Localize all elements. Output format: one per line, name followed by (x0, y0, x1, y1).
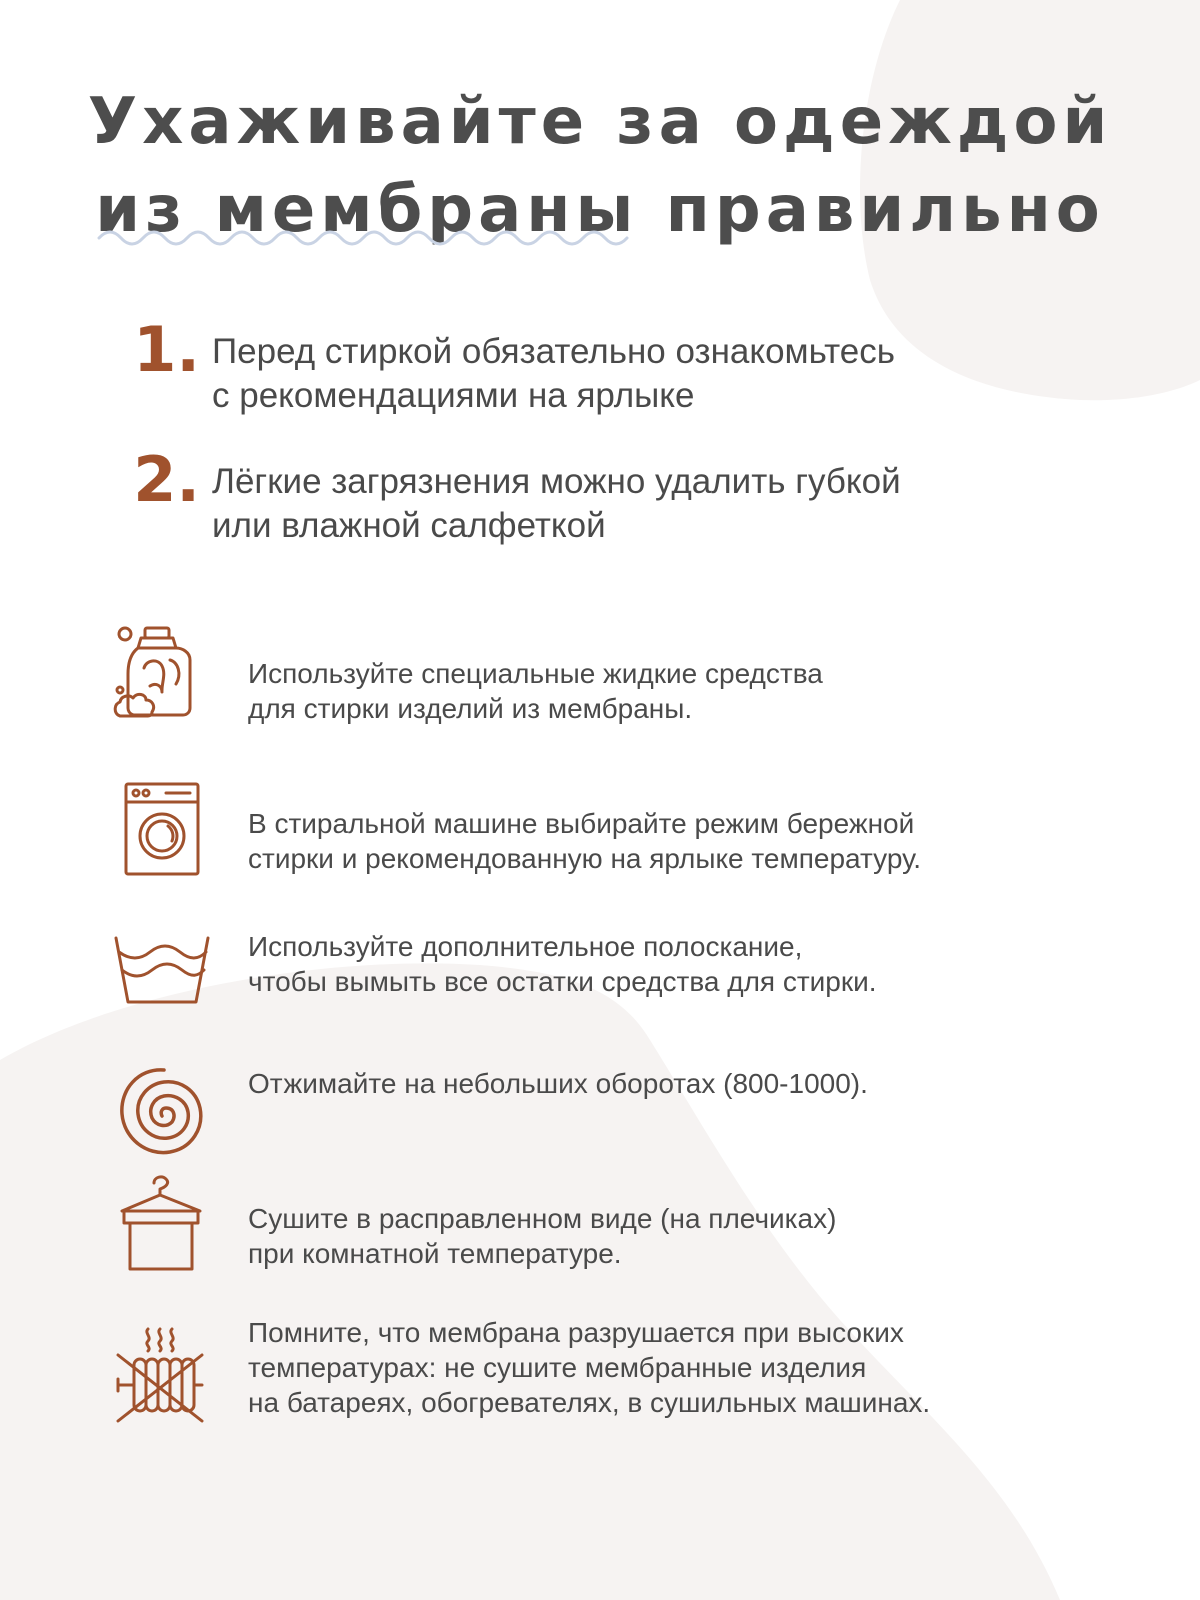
steps-list (120, 313, 1120, 585)
step-number: 2. (133, 443, 200, 516)
tip-text-line: на батареях, обогревателях, в сушильных машинах. (248, 1387, 931, 1418)
tip-text (248, 1315, 1108, 1420)
title-line-2: из мембраны правильно (95, 173, 1105, 247)
step-text (212, 460, 1112, 548)
tip-text-line: чтобы вымыть все остатки средства для стирки. (248, 966, 877, 997)
tip-text (248, 656, 1108, 726)
tip-text-line: при комнатной температуре. (248, 1238, 622, 1269)
tip-text-line: температурах: не сушите мембранные изделия (248, 1352, 867, 1383)
tip-text-line: Используйте дополнительное полоскание, (248, 931, 803, 962)
detergent-bottle-icon (110, 620, 210, 720)
tip-text-line: Помните, что мембрана разрушается при высоких (248, 1317, 904, 1348)
tip-text (248, 1201, 1108, 1271)
step-item (120, 443, 1120, 585)
step-text (212, 330, 1112, 418)
step-item (120, 313, 1120, 455)
wavy-underline (97, 228, 637, 248)
tip-text-line: В стиральной машине выбирайте режим бережной (248, 808, 915, 839)
wash-basin-icon (110, 930, 210, 1030)
tip-text (248, 929, 1108, 999)
no-radiator-icon (110, 1325, 210, 1425)
step-number: 1. (133, 313, 200, 386)
step-text-line: Лёгкие загрязнения можно удалить губкой (212, 462, 901, 501)
step-text-line: с рекомендациями на ярлыке (212, 376, 695, 415)
tip-text-line: стирки и рекомендованную на ярлыке температуру. (248, 843, 922, 874)
tip-text-line: Используйте специальные жидкие средства (248, 658, 823, 689)
washing-machine-icon (110, 780, 210, 880)
tip-text (248, 1066, 1108, 1101)
title-line-1: Ухаживайте за одеждой (87, 85, 1113, 159)
step-text-line: или влажной салфеткой (212, 506, 606, 545)
tip-text-line: для стирки изделий из мембраны. (248, 693, 693, 724)
spin-spiral-icon (110, 1062, 210, 1162)
step-text-line: Перед стиркой обязательно ознакомьтесь (212, 332, 895, 371)
tip-text-line: Отжимайте на небольших оборотах (800-1000). (248, 1068, 868, 1099)
tip-text-line: Сушите в расправленном виде (на плечиках) (248, 1203, 837, 1234)
tip-text (248, 806, 1108, 876)
hanger-icon (110, 1173, 210, 1273)
